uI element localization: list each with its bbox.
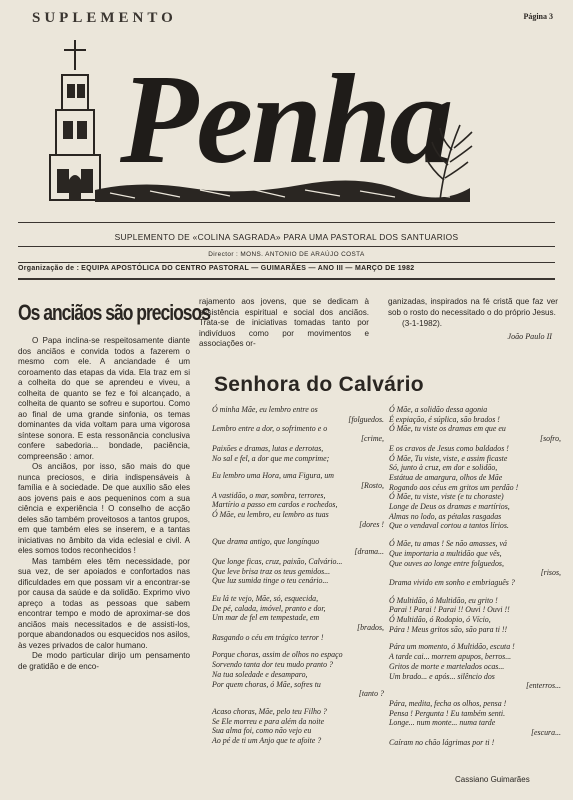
- poem-line: Ó minha Mãe, eu lembro entre os: [212, 405, 318, 414]
- poem-line: Que leve brisa traz os teus gemidos...: [212, 566, 331, 576]
- poem-line: Rogando aos céus em gritos um perdão !: [389, 482, 519, 492]
- poem-line: [tanto ?: [358, 689, 384, 699]
- rule-top: [18, 222, 555, 223]
- rule-bottom: [18, 278, 555, 280]
- rule-mid: [18, 246, 555, 247]
- poem-line: Ó Mãe, Tu viste, viste, e assim ficaste: [389, 453, 508, 463]
- poem-line: Que ouves ao longe entre folguedos,: [389, 558, 504, 568]
- poem-line: De pé, calada, imóvel, pranto e dor,: [212, 603, 326, 613]
- organization-value: EQUIPA APOSTÓLICA DO CENTRO PASTORAL — GUIMARÃES — ANO III — MARÇO DE 1982: [81, 265, 415, 272]
- poem-author: Cassiano Guimarães: [455, 775, 530, 784]
- stanza-gap: [212, 699, 384, 707]
- poem-line: Caíram no chão lágrimas por ti !: [389, 737, 495, 747]
- poem-line: Só, junto à cruz, em dor e solidão,: [389, 463, 498, 473]
- organization-label: Organização de :: [18, 265, 80, 272]
- poem-line: [Rosto,: [360, 480, 384, 490]
- stanza-gap: [212, 463, 384, 471]
- poem-line: Acaso choras, Mãe, pelo teu Filho ?: [212, 706, 327, 716]
- poem-line: Estátua de amargura, olhos de Mãe: [389, 472, 503, 482]
- poem-line: Se Ele morreu e para além da noite: [212, 716, 325, 726]
- poem-line: Ó Mãe, a solidão dessa agonia: [389, 405, 488, 414]
- poem-line: Paixões e dramas, lutas e derrotas,: [212, 443, 324, 453]
- poem-line: Ó Mãe, tu viste os dramas em que eu: [389, 424, 506, 434]
- stanza-gap: [389, 634, 561, 642]
- supplement-label: SUPLEMENTO: [32, 10, 177, 26]
- poem-line: Ó Multidão, ó Multidão, eu grito !: [389, 595, 498, 605]
- stanza-gap: [212, 586, 384, 594]
- poem-line: Gritos de morte e martelados ocas...: [389, 661, 505, 671]
- article-column-1: [18, 336, 190, 672]
- poem-line: [dores !: [359, 519, 384, 529]
- poem-line: Ó Mãe, eu lembro, eu lembro as tuas: [212, 510, 329, 520]
- poem-line: É expiação, é súplica, são brados !: [389, 414, 500, 424]
- poem-line: Sorvendo tanta dor teu mudo pranto ?: [212, 660, 333, 670]
- poem-line: Rasgando o céu em trágico terror !: [212, 632, 324, 642]
- director-line: Director : MONS. ANTONIO DE ARAÚJO COSTA: [208, 251, 365, 258]
- poem-line: Pensa ! Pergunta ! Eu também senti.: [389, 708, 506, 718]
- paragraph: Mas também eles têm necessidade, por sua vez, de ser apoiados e confortados nas dificuldades em que possam vir a encontrar-se por causa da saúde e da solidão. Exprimo vivo apreço a todas as pessoas que sabem encontrar tempo e modo de aproximar-se dos anciãos mais necessitados e de assisti-los, porque abandonados ou esquecidos nos asilos, às vezes privados de calor humano.: [18, 556, 190, 650]
- stanza-gap: [212, 529, 384, 537]
- masthead-logo: [40, 30, 480, 215]
- stanza-gap: [389, 531, 561, 539]
- paragraph: Os anciãos, por isso, são mais do que nunca preciosos, e diria indispensáveis à família e à sociedade. De que auxílio são eles aos jovens pais e aos pequeninos com a sua ciência e experiência ! O conselho de acção deles são também proveitosos a tantos grupos, em que também eles se inserem, e a tantas iniciativas no âmbito da vida eclesial e civil. A eles somos todos reconhecidos !: [18, 462, 190, 555]
- article-date: (3-1-1982).: [402, 319, 443, 328]
- poem-line: E os cravos de Jesus como baldados !: [389, 443, 509, 453]
- poem-line: Pára, medita, fecha os olhos, pensa !: [389, 698, 507, 708]
- poem-line: Que importaria a multidão que vês,: [389, 548, 502, 558]
- rule-mid2: [18, 262, 555, 263]
- poem-line: Ó Mãe, tu viste, viste (e tu choraste): [389, 492, 504, 502]
- paragraph: O Papa inclina-se respeitosamente diante dos anciãos e convida todos a fazerem o mesmo com ele. A anciandade é um coroamento das etapas da vida. Ela traz em si a colheita do que se aprendeu e viveu, a colheita de quanto se fez e foi alcançado, a colheita de quanto se sofreu e suportou. Como ao final de uma grande sinfonia, os temas dominantes da vida voltam para uma vigorosa síntese sonora. E esta ressonância conclusiva confere sabedoria... bondade, paciência, compreensão : amor.: [18, 336, 190, 461]
- poem-line: No sal e fel, a dor que me comprime;: [212, 453, 330, 463]
- poem-line: [drama...: [354, 547, 384, 557]
- organization-line: [18, 265, 555, 272]
- poem-line: Por quem choras, ó Mãe, sofres tu: [212, 679, 321, 689]
- poem-line: Drama vivido em sonho e embriaguês ?: [389, 577, 515, 587]
- poem-line: Pára um momento, ó Multidão, escuta !: [389, 642, 515, 652]
- paragraph: rajamento aos jovens, que se dedicam à assistência espiritual e social dos anciãos. Trata-se de iniciativas tomadas tanto por indivíduos como por movimentos e associações or-: [199, 297, 369, 348]
- poem-line: Martírio a passo em cardos e rochedos,: [212, 500, 338, 510]
- poem-line: [brados,: [357, 623, 384, 633]
- poem-column-1: [212, 405, 384, 746]
- paragraph: ganizadas, inspirados na fé cristã que faz ver sob o rosto do necessitado o do próprio Jesus.: [388, 297, 558, 317]
- poem-line: Ao pé de ti um Anjo que te afoite ?: [212, 736, 322, 746]
- poem-line: [sofro,: [540, 434, 561, 444]
- poem-line: Almas no lodo, as pétalas rasgadas: [389, 511, 502, 521]
- paragraph: De modo particular dirijo um pensamento de gratidão e de enco-: [18, 651, 190, 671]
- page-number: Página 3: [523, 12, 553, 21]
- poem-line: Que luz sumida tinge o teu cenário...: [212, 576, 329, 586]
- poem-headline: Senhora do Calvário: [214, 373, 424, 396]
- poem-line: Parai ! Parai ! Parai !! Ouvi ! Ouvi !!: [389, 605, 510, 615]
- poem-line: [folguedos.: [348, 414, 384, 424]
- poem-line: Eu lá te vejo, Mãe, só, esquecida,: [212, 593, 319, 603]
- masthead-title: Penha: [120, 48, 452, 190]
- poem-line: Ó Mãe, tu amas ! Se não amasses, vá: [389, 539, 507, 549]
- poem-line: Porque choras, assim de olhos no espaço: [212, 650, 343, 660]
- poem-line: [escura...: [530, 728, 561, 738]
- poem-line: Um brado... e após... silêncio dos: [389, 671, 495, 681]
- poem-line: [enterros...: [526, 681, 561, 691]
- article-headline: Os anciãos são preciosos: [18, 300, 210, 325]
- poem-line: [crime,: [360, 434, 384, 444]
- strapline: SUPLEMENTO DE «COLINA SAGRADA» PARA UMA PASTORAL DOS SANTUARIOS: [114, 232, 459, 242]
- stanza-gap: [212, 642, 384, 650]
- poem-line: [risos,: [540, 568, 561, 578]
- poem-line: A tarde cai... morrem apupos, berros...: [389, 652, 512, 662]
- bleed-through-text: [470, 28, 560, 118]
- poem-line: Que drama antigo, que longínquo: [212, 537, 320, 547]
- article-column-2: [199, 297, 369, 350]
- article-signature: João Paulo II: [507, 331, 552, 341]
- poem-line: Sua alma foi, como não vejo eu: [212, 726, 312, 736]
- stanza-gap: [389, 691, 561, 699]
- poem-line: Ó Multidão, ó Rodopio, ó Vício,: [389, 615, 491, 625]
- poem-line: Longe... num monte... numa tarde: [389, 718, 496, 728]
- poem-line: Na tua soledade e desamparo,: [212, 669, 308, 679]
- poem-line: A vastidão, o mar, sombra, terrores,: [212, 490, 326, 500]
- poem-line: Longe de Deus os dramas e martírios,: [389, 502, 510, 512]
- stanza-gap: [389, 588, 561, 596]
- poem-line: Um mar de fel em tempestade, em: [212, 613, 320, 623]
- article-column-3: [388, 297, 558, 342]
- poem-column-2: [389, 405, 561, 748]
- poem-line: Que longe ficas, cruz, paixão, Calvário...: [212, 556, 343, 566]
- poem-line: Eu lembro uma Hora, uma Figura, um: [212, 471, 335, 481]
- poem-line: Que o vendaval cortou a tantos lírios.: [389, 521, 509, 531]
- poem-line: Pára ! Meus gritos são, são para ti !!: [389, 624, 508, 634]
- poem-line: Lembro entre a dor, o sofrimento e o: [212, 424, 328, 434]
